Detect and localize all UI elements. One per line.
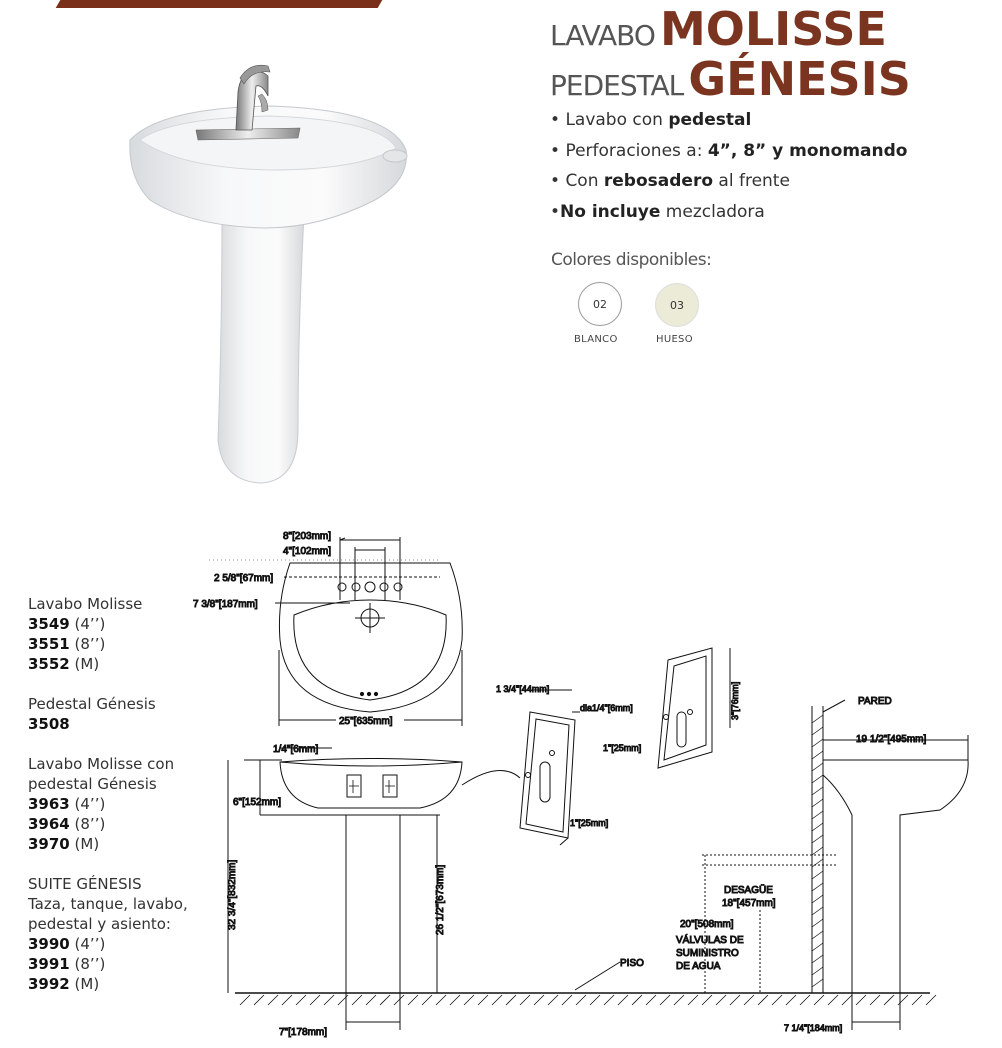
- dim-top-738: 7 3/8"[187mm]: [193, 599, 258, 610]
- dim-side-piso: PISO: [620, 958, 644, 969]
- dim-top-258: 2 5/8"[67mm]: [214, 573, 274, 584]
- mounting-bracket: [462, 690, 580, 845]
- dim-side-valv1: VÁLVULAS DE: [676, 935, 744, 946]
- dim-front-7: 7"[178mm]: [279, 1027, 328, 1038]
- dim-side-1912: 19 1/2"[495mm]: [856, 734, 927, 745]
- title-light-1: LAVABO: [550, 19, 655, 52]
- dim-bracket-dia: dia1/4"[6mm]: [580, 703, 633, 713]
- dim-side-valv2: SUMINISTRO: [676, 948, 739, 959]
- dim-front-2612: 26 1/2"[673mm]: [435, 864, 446, 935]
- dim-front-3234: 32 3/4"[832mm]: [227, 859, 238, 930]
- mounting-bracket-2: [658, 648, 730, 768]
- dim-side-valv3: DE AGUA: [676, 961, 721, 972]
- dim-side-20: 20"[508mm]: [680, 919, 734, 930]
- dim-front-14: 1/4"[6mm]: [273, 744, 319, 755]
- product-group-pedestal: Pedestal Génesis 3508: [28, 695, 156, 733]
- dim-side-pared: PARED: [858, 696, 892, 707]
- title-light-2: PEDESTAL: [550, 69, 684, 102]
- wall-hatch: [812, 715, 823, 987]
- dim-front-6: 6"[152mm]: [233, 797, 282, 808]
- feature-item: • Lavabo con pedestal: [550, 110, 752, 130]
- color-label-blanco: BLANCO: [574, 334, 618, 345]
- product-group-suite: SUITE GÉNESIS Taza, tanque, lavabo, pedestal y asiento: 3990 (4’’) 3991 (8’’) 3992 (M): [28, 875, 188, 993]
- feature-item: • Perforaciones a: 4”, 8” y monomando: [550, 140, 908, 161]
- dim-bracket-1a: 1"[25mm]: [603, 743, 642, 753]
- dim-bracket-1b: 1"[25mm]: [570, 818, 609, 828]
- color-swatch-blanco: 02: [578, 282, 622, 326]
- top-view: [209, 537, 462, 726]
- feature-item: •No incluye mezcladora: [550, 201, 765, 222]
- dim-bracket-134: 1 3/4"[44mm]: [496, 684, 550, 694]
- title-bold-2: GÉNESIS: [688, 52, 911, 106]
- dim-top-4: 4"[102mm]: [283, 546, 332, 557]
- color-swatch-hueso: 03: [655, 283, 699, 327]
- product-group-combo: Lavabo Molisse con pedestal Génesis 3963 (4’’) 3964 (8’’) 3970 (M): [28, 755, 175, 853]
- product-group-lavabo: Lavabo Molisse 3549 (4’’) 3551 (8’’) 3552 (M): [28, 595, 143, 673]
- dim-side-714: 7 1/4"[184mm]: [784, 1023, 843, 1033]
- dim-side-18: 18"[457mm]: [722, 898, 776, 909]
- dim-top-8: 8"[203mm]: [283, 531, 332, 542]
- floor-hatch: [240, 995, 936, 1005]
- feature-item: • Con rebosadero al frente: [550, 171, 790, 191]
- dim-top-25: 25"[635mm]: [339, 716, 393, 727]
- dim-side-desague: DESAGÜE: [724, 885, 773, 896]
- title-bold-1: MOLISSE: [659, 2, 887, 56]
- dim-bracket-3: 3"[76mm]: [730, 681, 740, 720]
- color-label-hueso: HUESO: [656, 334, 693, 345]
- colors-title: Colores disponibles:: [551, 250, 712, 270]
